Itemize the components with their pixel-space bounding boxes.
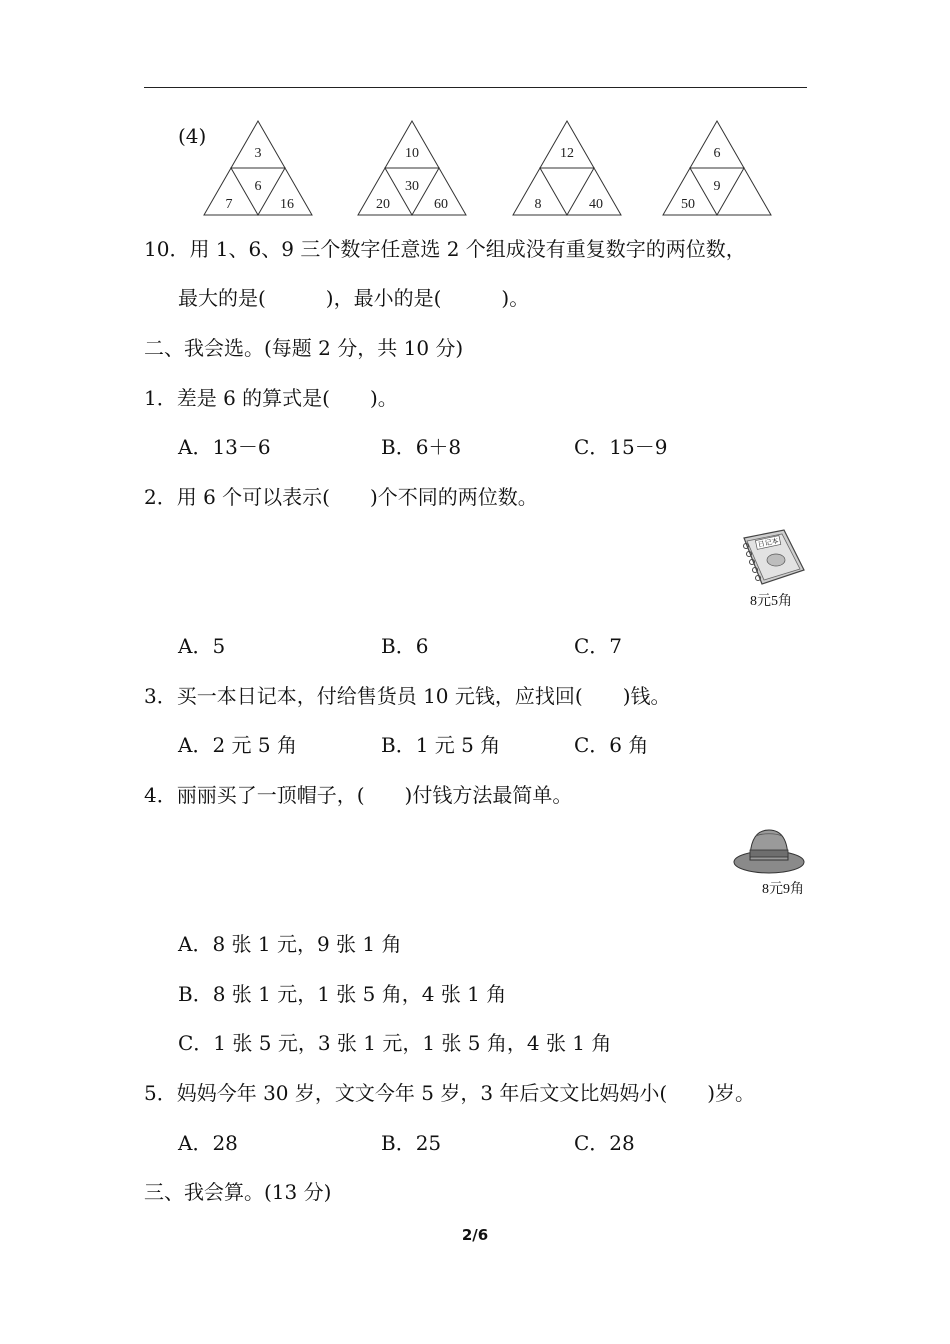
- s2-q4-stem: 4．丽丽买了一顶帽子，( )付钱方法最简单。: [144, 783, 573, 807]
- s2-q2-option-c: C．7: [574, 634, 623, 658]
- s2-q1-option-c: C．15－9: [574, 435, 668, 459]
- s2-q5-option-c: C．28: [574, 1131, 635, 1155]
- triangle-4: [662, 120, 772, 216]
- triangle-top-number: 10: [405, 146, 419, 161]
- diary-price: 8元5角: [750, 594, 792, 609]
- triangle-top-number: 12: [560, 146, 574, 161]
- q10-stem: 10．用 1、6、9 三个数字任意选 2 个组成没有重复数字的两位数，: [144, 237, 746, 261]
- s2-q5-stem: 5．妈妈今年 30 岁，文文今年 5 岁，3 年后文文比妈妈小( )岁。: [144, 1081, 756, 1105]
- triangle-middle-number: 9: [713, 179, 721, 194]
- s2-q4-option-a: A．8 张 1 元，9 张 1 角: [178, 932, 402, 956]
- s2-q2-option-a: A．5: [178, 634, 226, 658]
- s2-q1-stem: 1．差是 6 的算式是( )。: [144, 386, 398, 410]
- s2-q1-option-a: A．13－6: [178, 435, 271, 459]
- section3-title: 三、我会算。(13 分): [144, 1180, 332, 1204]
- section2-title: 二、我会选。(每题 2 分，共 10 分): [144, 336, 464, 360]
- triangle-middle-number: 6: [254, 179, 262, 194]
- triangle-3: [512, 120, 622, 216]
- s2-q4-option-b: B．8 张 1 元，1 张 5 角，4 张 1 角: [178, 982, 507, 1006]
- triangle-2: [357, 120, 467, 216]
- triangle-right-number: 40: [589, 197, 603, 212]
- hat-price: 8元9角: [762, 882, 804, 897]
- s2-q5-option-a: A．28: [178, 1131, 238, 1155]
- page-number: 2/6: [461, 1226, 489, 1244]
- triangle-left-number: 50: [681, 197, 695, 212]
- header-rule: [144, 87, 807, 88]
- triangle-left-number: 8: [534, 197, 542, 212]
- hat-image: [732, 826, 806, 876]
- q10-blanks: 最大的是( )，最小的是( )。: [178, 286, 530, 310]
- triangle-1: [203, 120, 313, 216]
- s2-q4-option-c: C．1 张 5 元，3 张 1 元，1 张 5 角，4 张 1 角: [178, 1031, 612, 1055]
- triangle-top-number: 3: [254, 146, 262, 161]
- s2-q2-option-b: B．6: [381, 634, 429, 658]
- s2-q3-option-b: B．1 元 5 角: [381, 733, 501, 757]
- diary-cover-label: 日记本: [757, 536, 780, 550]
- triangle-left-number: 20: [376, 197, 390, 212]
- s2-q1-option-b: B．6＋8: [381, 435, 462, 459]
- triangle-left-number: 7: [225, 197, 233, 212]
- s2-q5-option-b: B．25: [381, 1131, 442, 1155]
- s2-q3-option-a: A．2 元 5 角: [178, 733, 297, 757]
- diary-image: [738, 528, 808, 588]
- triangle-right-number: 16: [280, 197, 294, 212]
- s2-q2-stem: 2．用 6 个可以表示( )个不同的两位数。: [144, 485, 538, 509]
- s2-q3-stem: 3．买一本日记本，付给售货员 10 元钱，应找回( )钱。: [144, 684, 671, 708]
- s2-q3-option-c: C．6 角: [574, 733, 649, 757]
- triangle-middle-number: 30: [405, 179, 419, 194]
- triangle-right-number: 60: [434, 197, 448, 212]
- triangle-top-number: 6: [713, 146, 721, 161]
- q9-part-label: (4): [178, 124, 207, 148]
